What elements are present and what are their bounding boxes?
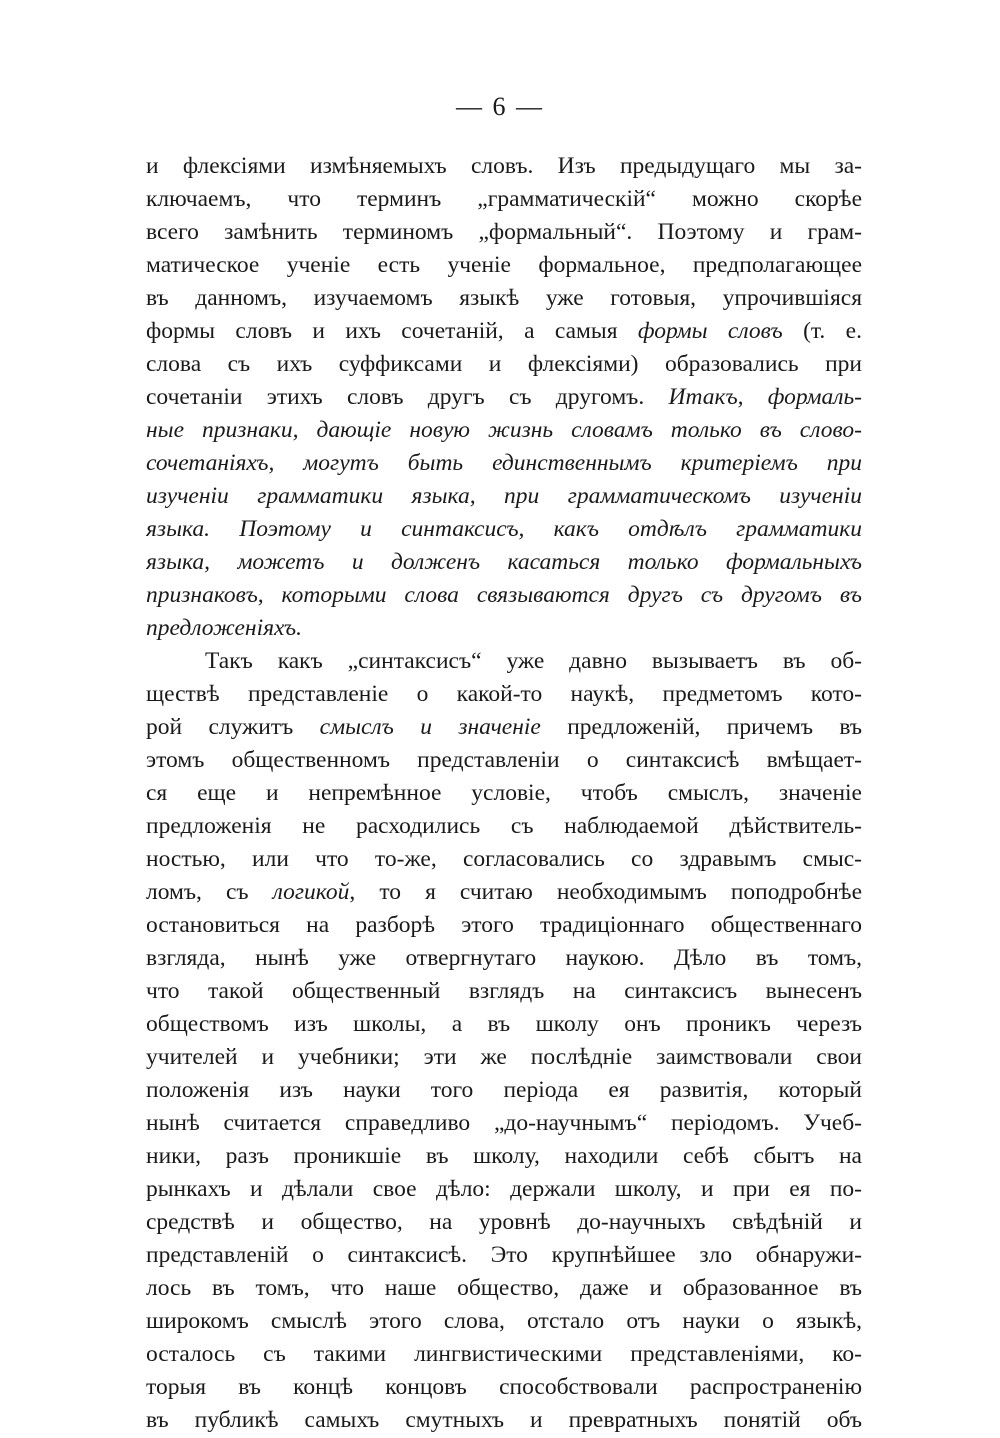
text-line	[146, 874, 862, 910]
italic-line: языка. Поэтому и синтаксисъ, какъ отдѣлъ грамматики	[146, 516, 862, 542]
italic-line: признаковъ, которыми слова связываются другъ съ другомъ въ	[146, 582, 862, 608]
text-line: всего замѣнить терминомъ „формальный“. Поэтому и грам-	[146, 219, 862, 245]
text-segment: ломъ, съ	[146, 879, 273, 905]
text-line: рынкахъ и дѣлали свое дѣло: держали школу, и при ея по-	[146, 1176, 862, 1202]
italic-segment: логикой	[272, 879, 350, 905]
page-number: — 6 —	[456, 92, 544, 121]
italic-line: предложеніяхъ.	[146, 615, 302, 641]
text-line: въ публикѣ самыхъ смутныхъ и превратныхъ понятій объ	[146, 1407, 862, 1433]
text-line: Такъ какъ „синтаксисъ“ уже давно вызываетъ въ об-	[205, 648, 862, 674]
text-line: учителей и учебники; эти же послѣдніе заимствовали свои	[146, 1044, 862, 1070]
text-line: ники, разъ проникшіе въ школу, находили себѣ сбытъ на	[146, 1143, 862, 1169]
italic-segment: формы словъ	[637, 318, 783, 344]
text-line: этомъ общественномъ представленіи о синтаксисѣ вмѣщает-	[146, 747, 862, 773]
italic-segment: смыслъ и значеніе	[319, 714, 541, 740]
text-line: въ данномъ, изучаемомъ языкѣ уже готовыя, упрочившіяся	[146, 285, 862, 311]
text-line: широкомъ смыслѣ этого слова, отстало отъ науки о языкѣ,	[146, 1308, 862, 1334]
text-line: слова съ ихъ суффиксами и флексіями) образовались при	[146, 351, 862, 377]
text-line: и флексіями измѣняемыхъ словъ. Изъ предыдущаго мы за-	[146, 153, 862, 179]
text-line	[146, 709, 862, 745]
text-line: нынѣ считается справедливо „до-научнымъ“ періодомъ. Учеб-	[146, 1110, 862, 1136]
italic-line: ные признаки, дающіе новую жизнь словамъ только въ слово-	[146, 417, 862, 443]
text-line: ся еще и непремѣнное условіе, чтобъ смыслъ, значеніе	[146, 780, 862, 806]
text-line: остановиться на разборѣ этого традиціоннаго общественнаго	[146, 912, 862, 938]
text-line: ключаемъ, что терминъ „грамматическій“ можно скорѣе	[146, 186, 862, 212]
text-line: лось въ томъ, что наше общество, даже и образованное въ	[146, 1275, 862, 1301]
text-line: торыя въ концѣ концовъ способствовали распространенію	[146, 1374, 862, 1400]
text-segment: предложеній, причемъ въ	[540, 714, 862, 740]
text-line: обществомъ изъ школы, а въ школу онъ проникъ черезъ	[146, 1011, 862, 1037]
text-segment: сочетаніи этихъ словъ другъ съ другомъ.	[146, 384, 669, 410]
italic-line: изученіи грамматики языка, при грамматическомъ изученіи	[146, 483, 862, 509]
text-line: осталось съ такими лингвистическими представленіями, ко-	[146, 1341, 862, 1367]
text-segment: рой служитъ	[146, 714, 320, 740]
text-line: матическое ученіе есть ученіе формальное, предполагающее	[146, 252, 862, 278]
text-segment: , то я считаю необходимымъ поподробнѣе	[349, 879, 862, 905]
text-line: положенія изъ науки того періода ея развитія, который	[146, 1077, 862, 1103]
text-line: что такой общественный взглядъ на синтаксисъ вынесенъ	[146, 978, 862, 1004]
text-segment: (т. е.	[782, 318, 862, 344]
text-line: представленій о синтаксисѣ. Это крупнѣйшее зло обнаружи-	[146, 1242, 862, 1268]
text-line	[146, 313, 862, 349]
text-line: ществѣ представленіе о какой-то наукѣ, предметомъ кото-	[146, 681, 862, 707]
italic-line: языка, можетъ и долженъ касаться только формальныхъ	[146, 549, 862, 575]
italic-segment: Итакъ, формаль-	[668, 384, 862, 410]
text-line	[146, 379, 862, 415]
italic-line: сочетаніяхъ, могутъ быть единственнымъ критеріемъ при	[146, 450, 862, 476]
text-line: взгляда, нынѣ уже отвергнутаго наукою. Дѣло въ томъ,	[146, 945, 862, 971]
text-segment: формы словъ и ихъ сочетаній, а самыя	[146, 318, 638, 344]
text-line: предложенія не расходились съ наблюдаемой дѣйствитель-	[146, 813, 862, 839]
text-line: ностью, или что то-же, согласовались со здравымъ смыс-	[146, 846, 862, 872]
text-line: средствѣ и общество, на уровнѣ до-научныхъ свѣдѣній и	[146, 1209, 862, 1235]
